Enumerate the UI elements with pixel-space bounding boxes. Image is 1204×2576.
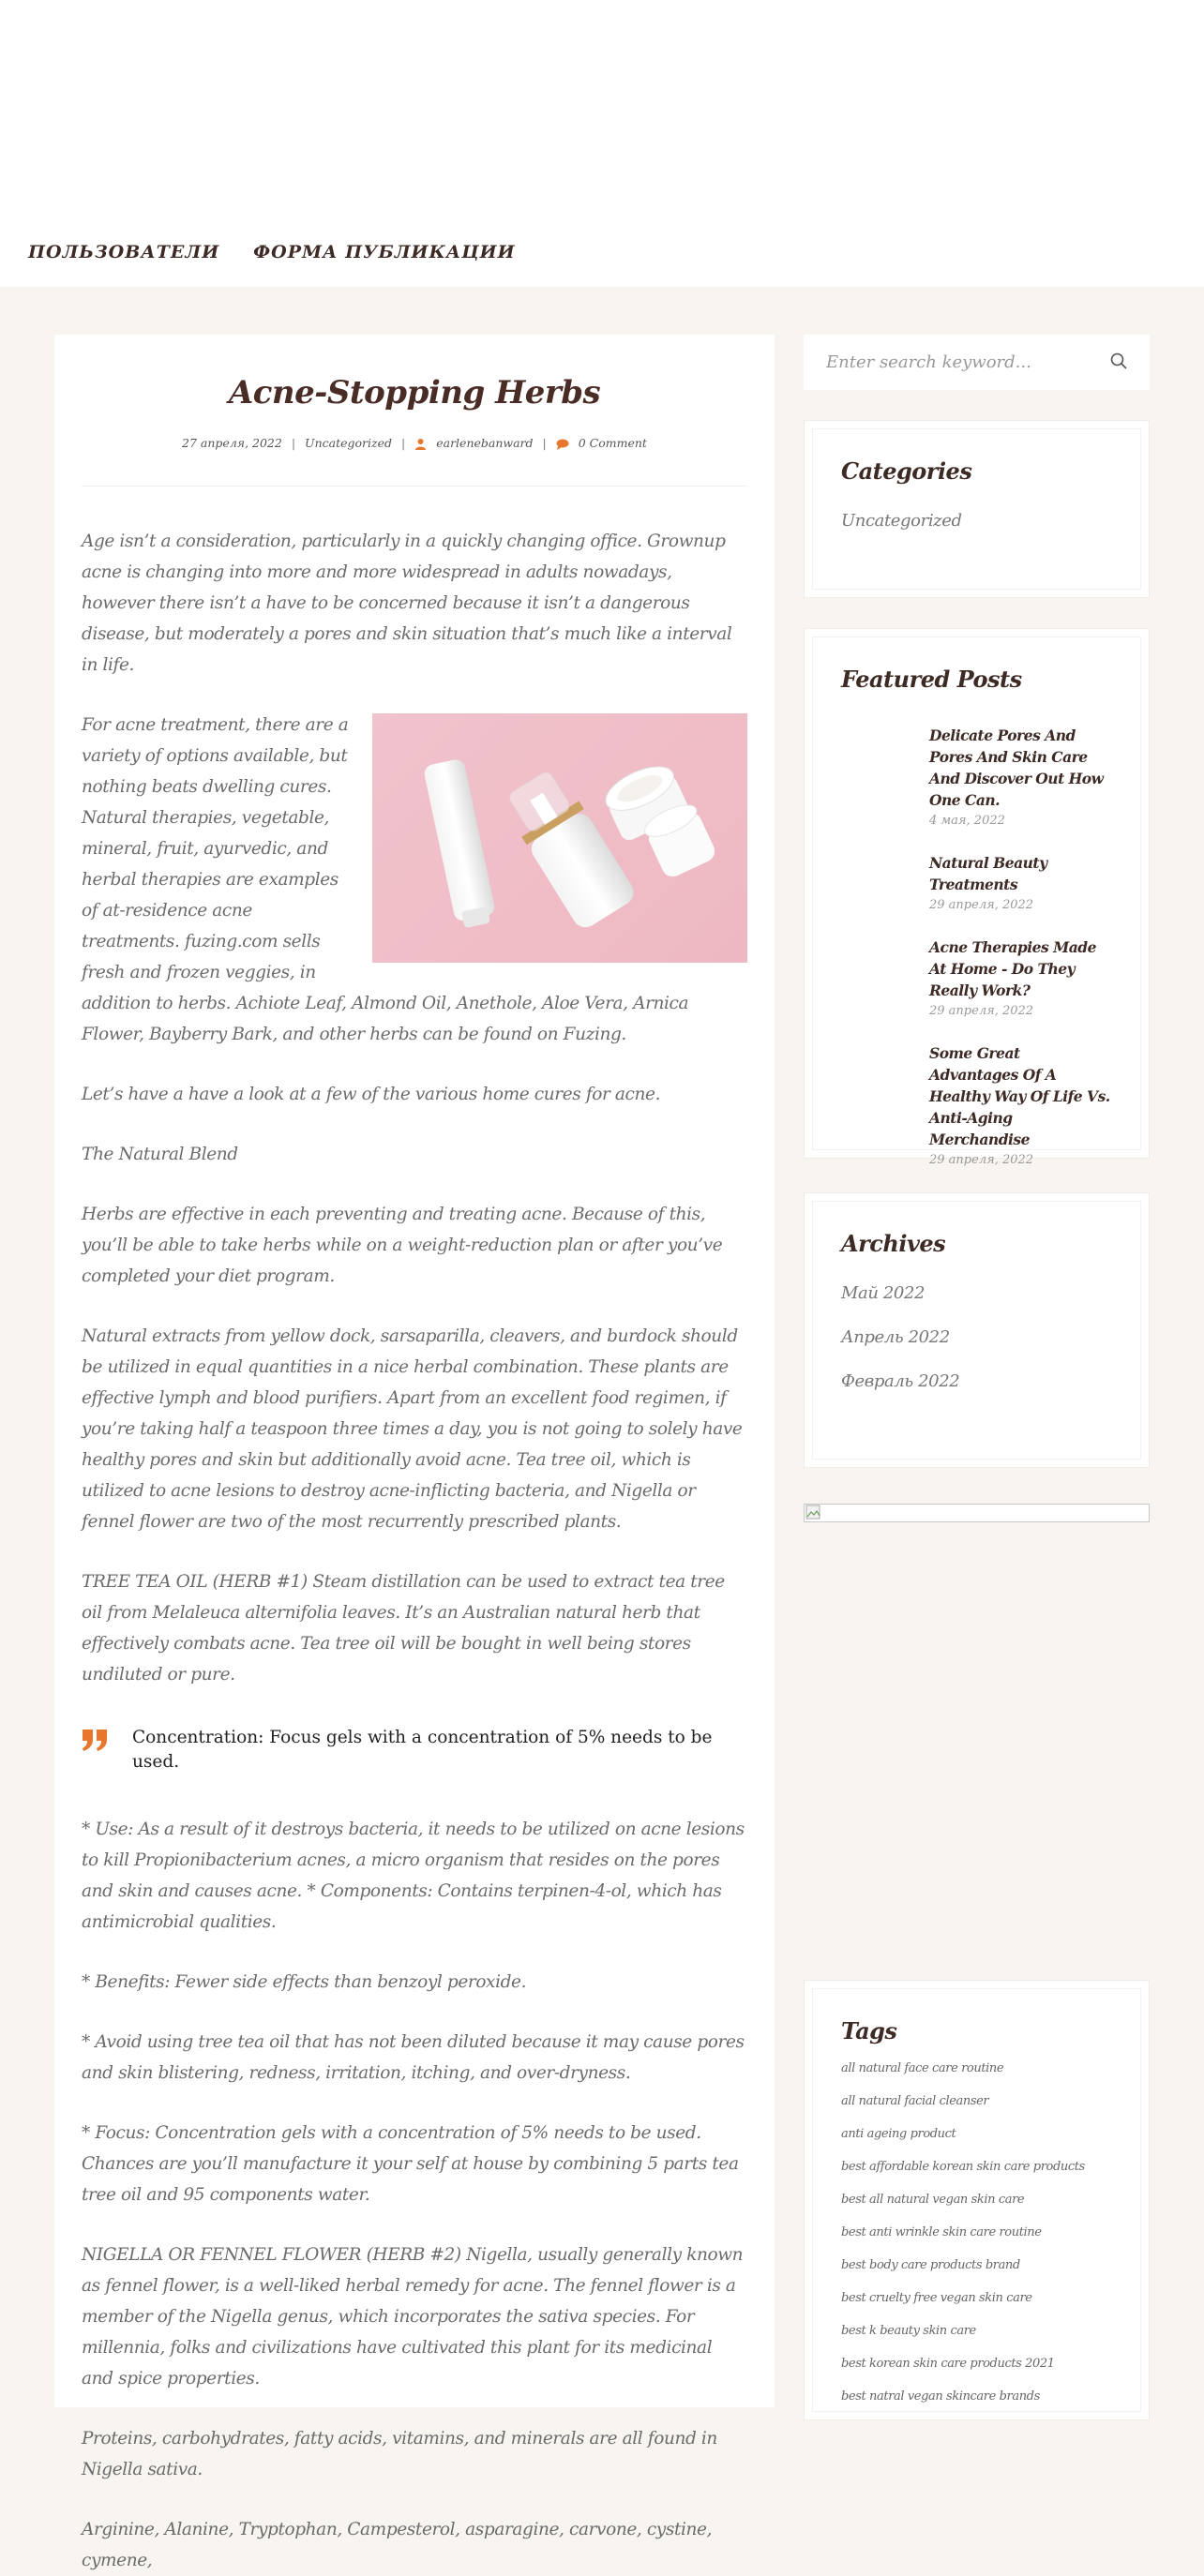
site-header [0,0,1204,287]
search-icon[interactable] [1110,352,1127,373]
quote-icon [82,1728,108,1756]
post-comments[interactable]: 0 Comment [578,436,647,450]
paragraph: * Use: As a result of it destroys bacteria, it needs to be utilized on acne lesions to kill Propionibacterium acnes, a micro organism that resides on the pores and skin and causes acne. * Components: Contains terpinen-4-ol, which has antimicrobial qualities. [82,1820,745,1932]
featured-post-date: 4 мая, 2022 [929,814,1005,828]
paragraph: Let’s have a have a look at a few of the various home cures for acne. [82,1085,661,1104]
paragraph: * Focus: Concentration gels with a concentration of 5% needs to be used. Chances are you’ll manufacture it your self at house by combining 5 parts tea tree oil and 95 components water. [82,2123,739,2205]
paragraph: * Benefits: Fewer side effects than benzoyl peroxide. [82,1972,527,1992]
widget-title: Archives [841,1230,946,1257]
featured-post-thumbnail[interactable] [841,852,916,890]
featured-post-title[interactable]: Some Great Advantages Of A Healthy Way Of Life Vs. Anti-Aging Merchandise [929,1044,1110,1148]
tag-link[interactable]: best korean skin care products 2021 [841,2357,1055,2371]
paragraph: Age isn’t a consideration, particularly in a quickly changing office. Grownup acne is changing into more and more widespread in adults nowadays, however there isn’t a have to be concerned because it isn’t a dangerous disease, but moderately a pores and skin situation that’s much like a interval in life. [82,532,732,675]
search-input[interactable] [826,352,1110,372]
featured-post-date: 29 апреля, 2022 [929,898,1034,912]
paragraph: Arginine, Alanine, Tryptophan, Campesterol, asparagine, carvone, cystine, cymene, [82,2520,713,2570]
article [54,335,775,2570]
featured-post-title[interactable]: Natural Beauty Treatments [929,854,1047,893]
widget-inner [812,1201,1141,1460]
article-image [372,713,747,963]
paragraph: Natural extracts from yellow dock, sarsaparilla, cleavers, and burdock should be utilized in equal quantities in a nice herbal combination. These plants are effective lymph and blood purifiers. Apart from an excellent food regimen, if you’re taking half a teaspoon three times a day, you is not going to solely have healthy pores and skin but additionally avoid acne. Tea tree oil, which is utilized to acne lesions to destroy acne-inflicting bacteria, and Nigella or fennel flower are two of the most recurrently prescribed plants. [82,1326,743,1532]
tag-link[interactable]: best natral vegan skincare brands [841,2389,1040,2404]
tag-link[interactable]: best k beauty skin care [841,2324,976,2338]
paragraph: * Avoid using tree tea oil that has not been diluted because it may cause pores and skin blistering, redness, irritation, itching, and over-dryness. [82,2032,745,2083]
tag-link[interactable]: anti ageing product [841,2127,956,2141]
featured-post [841,1042,1112,1167]
archives-widget [804,1192,1150,1468]
paragraph: TREE TEA OIL (HERB #1) Steam distillation can be used to extract tea tree oil from Melaleuca alternifolia leaves. It’s an Australian natural herb that effectively combats acne. Tea tree oil will be bought in well being stores undiluted or pure. [82,1572,725,1685]
featured-post-date: 29 апреля, 2022 [929,1153,1034,1167]
featured-post [841,936,1112,1018]
comment-icon [556,436,569,450]
widget-title: Tags [841,2017,897,2044]
meta-separator: | [542,436,547,450]
featured-post [841,725,1112,828]
main-nav [28,238,516,261]
broken-image-icon [805,1505,822,1521]
nav-item-users[interactable]: ПОЛЬЗОВАТЕЛИ [28,242,220,262]
meta-separator: | [291,436,296,450]
widget-inner [812,1988,1141,2412]
archive-link[interactable]: Май 2022 [841,1283,926,1303]
paragraph: For acne treatment, there are a variety of options available, but nothing beats dwelling cures. Natural therapies, vegetable, mineral, fruit, ayurvedic, and herbal therapies are examples of at-residence acne treatments. fuzing.com sells fresh and frozen veggies, in addition to herbs. Achiote Leaf, Almond Oil, Anethole, Aloe Vera, Arnica Flower, Bayberry Bark, and other herbs can be found on Fuzing. [82,715,689,1044]
meta-separator: | [401,436,406,450]
tag-link[interactable]: all natural face care routine [841,2061,1004,2075]
user-icon [414,436,427,450]
tag-cloud [841,2052,1112,2413]
tag-link[interactable]: best all natural vegan skin care [841,2193,1025,2207]
tag-link[interactable]: best affordable korean skin care products [841,2160,1085,2174]
broken-image-banner[interactable] [804,1504,1150,1522]
article-meta [82,436,747,450]
widget-title: Featured Posts [841,666,1022,693]
quote-text: Concentration: Focus gels with a concentration of 5% needs to be used. [132,1728,713,1772]
widget-title: Categories [841,457,972,485]
widget-inner [812,637,1141,1167]
post-author[interactable]: earlenebanward [436,436,534,450]
featured-post-thumbnail[interactable] [841,725,916,790]
widget-inner [812,428,1141,590]
featured-post-title[interactable]: Delicate Pores And Pores And Skin Care And Discover Out How One Can. [929,726,1104,809]
featured-post-date: 29 апреля, 2022 [929,1004,1034,1018]
paragraph: The Natural Blend [82,1145,238,1164]
nav-item-publication-form[interactable]: ФОРМА ПУБЛИКАЦИИ [253,242,516,262]
tag-link[interactable]: best cruelty free vegan skin care [841,2291,1032,2305]
article-title: Acne-Stopping Herbs [228,374,601,412]
paragraph: Proteins, carbohydrates, fatty acids, vitamins, and minerals are all found in Nigella sativa. [82,2429,717,2479]
featured-posts-widget [804,628,1150,1167]
tags-widget [804,1980,1150,2420]
tag-link[interactable]: best body care products brand [841,2258,1020,2272]
tag-link[interactable]: best anti wrinkle skin care routine [841,2225,1042,2239]
featured-post [841,852,1112,912]
paragraph: NIGELLA OR FENNEL FLOWER (HERB #2) Nigella, usually generally known as fennel flower, is a well-liked herbal remedy for acne. The fennel flower is a member of the Nigella genus, which incorporates the sativa species. For millennia, folks and civilizations have cultivated this plant for its medicinal and spice properties. [82,2245,744,2389]
featured-post-thumbnail[interactable] [841,936,916,1002]
post-date[interactable]: 27 апреля, 2022 [182,436,282,450]
featured-post-thumbnail[interactable] [841,1042,916,1108]
paragraph-with-image [82,710,747,1050]
post-category[interactable]: Uncategorized [305,436,392,450]
archive-link[interactable]: Февраль 2022 [841,1371,960,1391]
archive-link[interactable]: Апрель 2022 [841,1327,950,1347]
blockquote [82,1730,747,1775]
category-link[interactable]: Uncategorized [841,511,962,531]
divider [82,486,747,487]
featured-post-title[interactable]: Acne Therapies Made At Home - Do They Really Work? [929,938,1096,999]
paragraph: Herbs are effective in each preventing and treating acne. Because of this, you’ll be able to take herbs while on a weight-reduction plan or after you’ve completed your diet program. [82,1205,723,1286]
tag-link[interactable]: all natural facial cleanser [841,2094,989,2108]
search-widget [804,335,1150,390]
categories-widget [804,420,1150,598]
